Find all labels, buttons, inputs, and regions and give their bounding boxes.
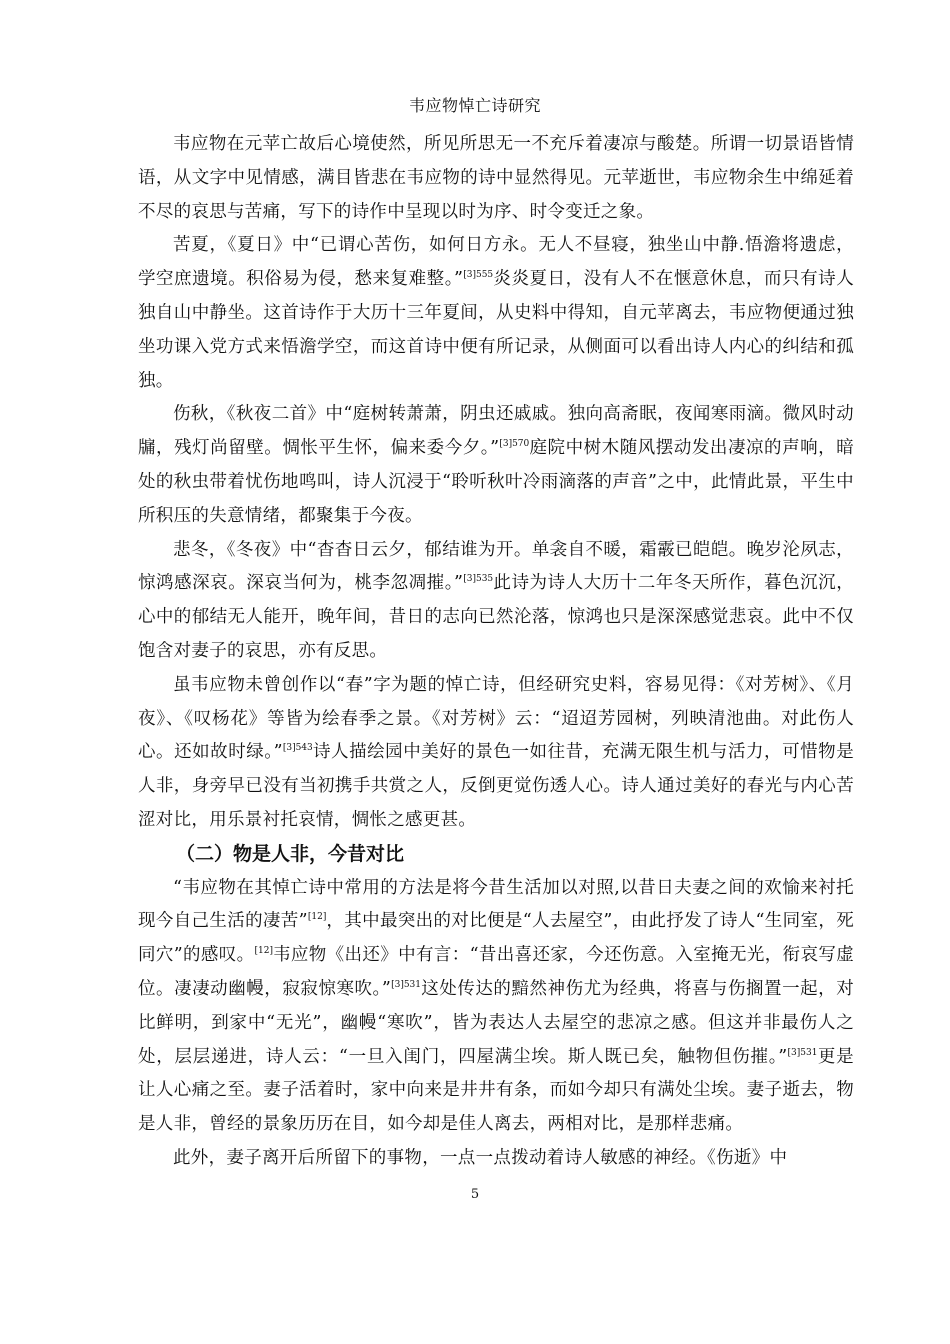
paragraph-7: 此外，妻子离开后所留下的事物，一点一点拨动着诗人敏感的神经。《伤逝》中	[173, 1147, 788, 1168]
paragraph-4-winter	[138, 534, 854, 669]
paragraph-text: 悲冬，《冬夜》中“杳杳日云夕，郁结谁为开。单衾自不暖，霜霰已皑皑。晚岁沦夙志，惊鸿感深哀。深哀当何为，桃李忽凋摧。”	[138, 539, 854, 594]
citation: [3]535	[463, 574, 494, 585]
paragraph-text: ，其中最突出的对比便是“人去屋空”，由此抒发了诗人“生同室，死同穴”的感叹。	[138, 911, 855, 966]
paragraph-text: “韦应物在其悼亡诗中常用的方法是将今昔生活加以对照,以昔日夫妻之间的欢愉来衬托现今自己生活的凄苦”	[138, 877, 854, 932]
citation: [3]555	[463, 270, 494, 281]
paragraph-text: 更是让人心痛之至。妻子活着时，家中向来是井井有条，而如今却只有满处尘埃。妻子逝去，物是人非，曾经的景象历历在目，如今却是佳人离去，两相对比，是那样悲痛。	[138, 1046, 854, 1135]
paragraph-text: 虽韦应物未曾创作以“春”字为题的悼亡诗，但经研究史料，容易见得：《对芳树》、《月夜》、《叹杨花》等皆为绘春季之景。《对芳树》云：“迢迢芳园树，列映清池曲。对此伤人心。还如故时绿。”	[138, 674, 854, 763]
paragraph-2-summer	[138, 229, 854, 398]
citation: [3]543	[282, 743, 313, 754]
paragraph-text: 炎炎夏日，没有人不在惬意休息，而只有诗人独自山中静坐。这首诗作于大历十三年夏间，从史料中得知，自元苹离去，韦应物便通过独坐功课入党方式来悟澹学空，而这首诗中便有所记录，从侧面可以看出诗人内心的纠结和孤独。	[138, 269, 854, 391]
citation: [12]	[307, 912, 327, 923]
paragraph-text: 伤秋，《秋夜二首》中“庭树转萧萧，阴虫还戚戚。独向高斋眠，夜闻寒雨滴。微风时动牖，残灯尚留壁。惆怅平生怀，偏来委今夕。”	[138, 404, 854, 459]
citation: [3]531	[787, 1047, 818, 1058]
citation: [3]570	[499, 439, 530, 450]
paragraph-text: 韦应物《出还》中有言：“昔出喜还家，今还伤意。入室掩无光，衔哀写虚位。凄凄动幽幔，寂寂惊寒吹。”	[138, 945, 855, 999]
section-heading: （二）物是人非，今昔对比	[176, 842, 405, 865]
paragraph-1: 韦应物在元苹亡故后心境使然，所见所思无一不充斥着凄凉与酸楚。所谓一切景语皆情语，从文字中见情感，满目皆悲在韦应物的诗中显然得见。元苹逝世，韦应物余生中绵延着不尽的哀思与苦痛，写下的诗作中呈现以时为序、时令变迁之象。	[138, 134, 854, 222]
citation: [3]531	[391, 979, 422, 990]
paragraph-text: 诗人描绘园中美好的景色一如往昔，充满无限生机与活力，可惜物是人非，身旁早已没有当初携手共赏之人，反倒更觉伤透人心。诗人通过美好的春光与内心苦涩对比，用乐景衬托哀情，惆怅之感更甚。	[138, 742, 854, 830]
body-text	[138, 128, 854, 1176]
paragraph-3-autumn	[138, 398, 854, 533]
running-header: 韦应物悼亡诗研究	[408, 96, 541, 115]
paragraph-text: 苦夏，《夏日》中“已谓心苦伤，如何日方永。无人不昼寝，独坐山中静.悟澹将遗虑，学空庶遗境。积俗易为侵，愁来复难整。”	[138, 235, 854, 290]
page-number: 5	[470, 1187, 480, 1202]
paragraph-text: 庭院中树木随风摆动发出凄凉的声响，暗处的秋虫带着忧伤地鸣叫，诗人沉浸于“聆听秋叶冷雨滴落的声音”之中，此情此景，平生中所积压的失意情绪，都聚集于今夜。	[138, 438, 855, 526]
paragraph-text: 这处传达的黯然神伤尤为经典，将喜与伤搁置一起，对比鲜明，到家中“无光”，幽幔“寒吹”，皆为表达人去屋空的悲凉之感。但这并非最伤人之处，层层递进，诗人云：“一旦入闺门，四屋满尘埃。斯人既已矣，触物但伤摧。”	[138, 978, 854, 1067]
paragraph-5-spring	[138, 669, 854, 838]
paragraph-6-contrast	[138, 872, 854, 1142]
citation: [12]	[254, 946, 273, 957]
paragraph-text: 此诗为诗人大历十二年冬天所作，暮色沉沉，心中的郁结无人能开，晚年间，昔日的志向已然沦落，惊鸿也只是深深感觉悲哀。此中不仅饱含对妻子的哀思，亦有反思。	[138, 573, 854, 661]
